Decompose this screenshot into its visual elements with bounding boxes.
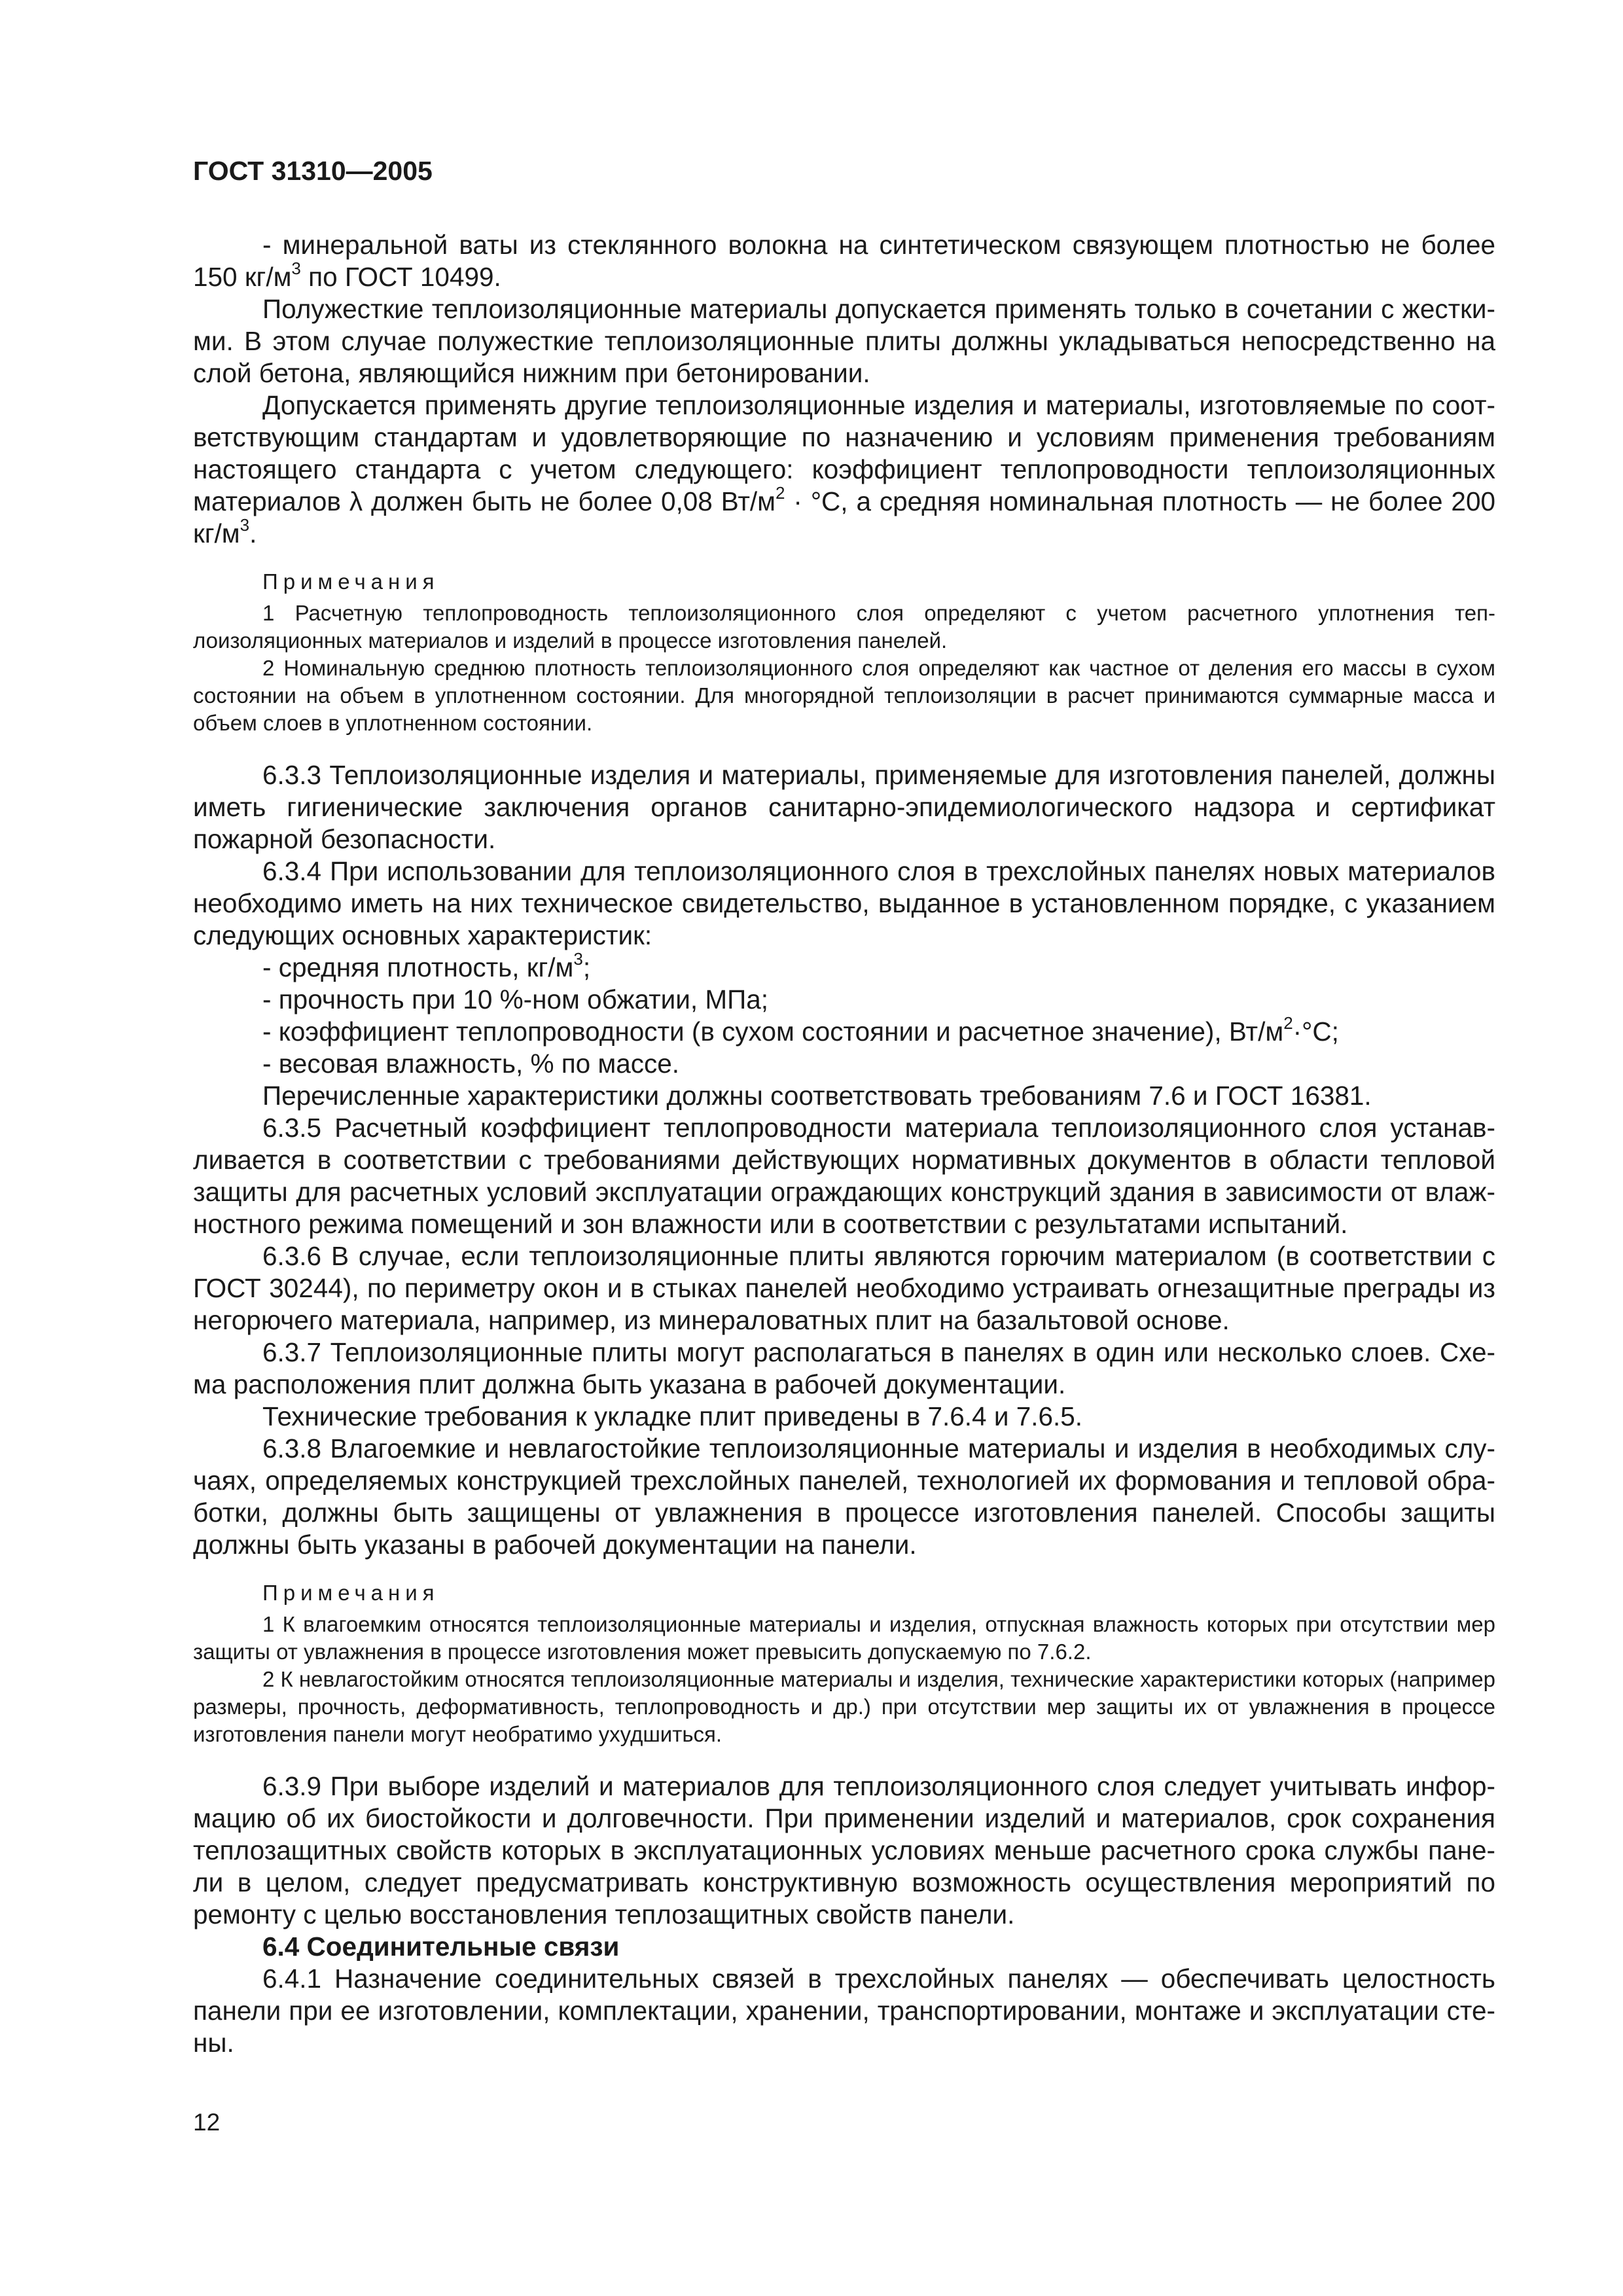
list-item: - прочность при 10 %-ном обжатии, МПа; xyxy=(262,984,769,1014)
section-6-3-8: 6.3.8 Влагоемкие и невлагостойкие теплоизоляционные материалы и изделия в необходимых случаях, определяемых конструкцией трехслойных панелей, технологией их формования и тепловой обработки, должны быть защищены от увлажнения в процессе изготовления панелей. Способы защиты должны быть указаны в рабочей документации на панели. xyxy=(193,1433,1495,1560)
note-item: 2 Номинальную среднюю плотность теплоизоляционного слоя определяют как частное от деления его массы в сухом состоянии на объем в уплотненном состоянии. Для многорядной теплоизоляции в расчет принимаются суммарные масса и объем слоев в уплотненном состоянии. xyxy=(193,656,1495,735)
section-6-4-1: 6.4.1 Назначение соединительных связей в трехслойных панелях — обеспечивать целостность панели при ее изготовлении, комплектации, хранении, транспортировании, монтаже и эксплуатации стены. xyxy=(193,1964,1495,2058)
superscript: 3 xyxy=(240,514,250,535)
notes-title: Примечания xyxy=(262,1581,440,1605)
superscript: 3 xyxy=(573,948,583,969)
section-6-3-5: 6.3.5 Расчетный коэффициент теплопроводности материала теплоизоляционного слоя устанавливается в соответствии с требованиями действующих нормативных документов в области тепловой защиты для расчетных условий эксплуатации ограждающих конструкций здания в зависимости от влажностного режима помещений и зон влажности или в соответствии с результатами испытаний. xyxy=(193,1113,1495,1239)
document-body xyxy=(193,229,1495,2059)
list-item: - весовая влажность, % по массе. xyxy=(262,1049,680,1079)
superscript: 2 xyxy=(776,482,785,503)
page-number: 12 xyxy=(193,2109,221,2136)
note-item: 1 К влагоемким относятся теплоизоляционные материалы и изделия, отпускная влажность которых при отсутствии мер защиты от увлажнения в процессе изготовления может превысить допускаемую по 7.6.2. xyxy=(193,1612,1495,1664)
section-6-3-4: 6.3.4 При использовании для теплоизоляционного слоя в трехслойных панелях новых материалов необходимо иметь на них техническое свидетельство, выданное в установленном порядке, с указанием следующих основных характеристик: xyxy=(193,856,1495,950)
paragraph-semi-rigid: Полужесткие теплоизоляционные материалы допускается применять только в сочетании с жесткими. В этом случае полужесткие теплоизоляционные плиты должны укладываться непосредственно на слой бетона, являющийся нижним при бетонировании. xyxy=(193,294,1495,388)
superscript: 2 xyxy=(1283,1013,1293,1033)
list-item: - коэффициент теплопроводности (в сухом состоянии и расчетное значение), $Вт/м^2\cdot^\circ С$; xyxy=(262,1013,1339,1047)
superscript: 3 xyxy=(291,258,301,278)
section-6-3-6: 6.3.6 В случае, если теплоизоляционные плиты являются горючим материалом (в соответствии с ГОСТ 30244), по периметру окон и в стыках панелей необходимо устраивать огнезащитные преграды из негорючего материала, например, из минераловатных плит на базальтовой основе. xyxy=(193,1241,1495,1335)
section-6-3-7: 6.3.7 Теплоизоляционные плиты могут располагаться в панелях в один или несколько слоев. Схема расположения плит должна быть указана в рабочей документации. xyxy=(193,1337,1495,1399)
paragraph-mineral-wool: - минеральной ваты из стеклянного волокна на синтетическом связующем плотностью не более 150 $кг/м^3$ по ГОСТ 10499. xyxy=(193,230,1495,292)
notes-title: Примечания xyxy=(262,569,440,594)
section-6-3-9: 6.3.9 При выборе изделий и материалов для теплоизоляционного слоя следует учитывать информацию об их биостойкости и долговечности. При применении изделий и материалов, срок сохранения теплозащитных свойств которых в эксплуатационных условиях меньше расчетного срока службы панели в целом, следует предусматривать конструктивную возможность осуществления мероприятий по ремонту с целью восстановления теплозащитных свойств панели. xyxy=(193,1771,1495,1929)
note-item: 1 Расчетную теплопроводность теплоизоляционного слоя определяют с учетом расчетного уплотнения теплоизоляционных материалов и изделий в процессе изготовления панелей. xyxy=(193,601,1495,653)
section-heading: 6.4 Соединительные связи xyxy=(262,1931,620,1962)
paragraph-requirements: Технические требования к укладке плит приведены в 7.6.4 и 7.6.5. xyxy=(262,1401,1083,1431)
note-item: 2 К невлагостойким относятся теплоизоляционные материалы и изделия, технические характеристики которых (например размеры, прочность, деформативность, теплопроводность и др.) при отсутствии мер защиты их от увлажнения в процессе изготовления панели могут необратимо ухудшиться. xyxy=(193,1667,1495,1746)
paragraph-characteristics: Перечисленные характеристики должны соответствовать требованиям 7.6 и ГОСТ 16381. xyxy=(262,1081,1372,1111)
page-header-title: ГОСТ 31310—2005 xyxy=(193,156,433,186)
section-6-3-3: 6.3.3 Теплоизоляционные изделия и материалы, применяемые для изготовления панелей, должны иметь гигиенические заключения органов санитарно-эпидемиологического надзора и сертификат пожарной безопасности. xyxy=(193,760,1495,854)
list-item: - средняя плотность, $кг/м^3$; xyxy=(262,948,591,982)
paragraph-other-materials: Допускается применять другие теплоизоляционные изделия и материалы, изготовляемые по соответствующим стандартам и удовлетворяющие по назначению и условиям применения требованиям настоящего стандарта с учетом следующего: коэффициент теплопроводности теплоизоляционных материалов λ должен быть не более 0,08 $Вт/м^2 \cdot ^\circ С$, а средняя номинальная плотность — не более 200 $кг/м^3$. xyxy=(193,390,1495,548)
